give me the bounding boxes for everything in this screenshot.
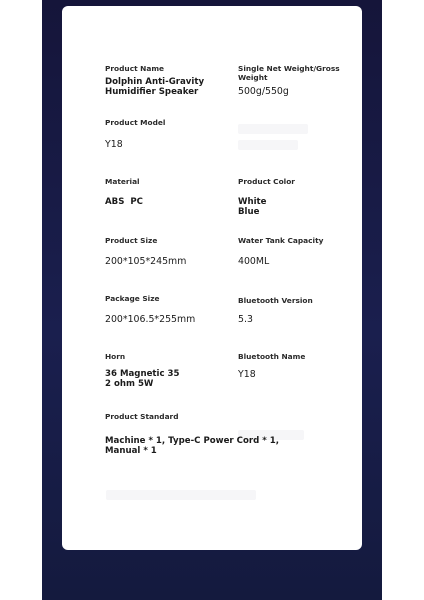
spec-horn xyxy=(105,352,180,389)
spec-label: Product Model xyxy=(105,118,166,127)
spec-label: Product Color xyxy=(238,177,295,186)
spec-value: Dolphin Anti-Gravity Humidifier Speaker xyxy=(105,77,205,97)
spec-label: Material xyxy=(105,177,140,186)
spec-value: ABS PC xyxy=(105,197,143,207)
spec-label: Product Standard xyxy=(105,412,179,421)
spec-tank xyxy=(238,236,323,267)
spec-value: 400ML xyxy=(238,256,270,267)
spec-value: Machine * 1, Type-C Power Cord * 1, Manual * 1 xyxy=(105,436,279,456)
spec-bt-name xyxy=(238,352,305,380)
spec-bt-version xyxy=(238,296,313,325)
spec-label: Product Size xyxy=(105,236,158,245)
spec-label: Product Name xyxy=(105,64,165,73)
spec-label: Horn xyxy=(105,352,126,361)
faint-watermark xyxy=(106,490,256,500)
spec-label: Water Tank Capacity xyxy=(238,236,324,245)
faint-watermark xyxy=(238,140,298,150)
spec-weight xyxy=(238,64,340,97)
spec-label: Single Net Weight/Gross Weight xyxy=(238,64,340,82)
spec-label: Bluetooth Name xyxy=(238,352,306,361)
spec-model xyxy=(105,118,165,150)
spec-value: 500g/550g xyxy=(238,86,289,97)
spec-card xyxy=(62,6,362,550)
spec-value: Y18 xyxy=(105,139,123,150)
spec-size xyxy=(105,236,186,267)
spec-value: 36 Magnetic 35 2 ohm 5W xyxy=(105,369,180,389)
faint-watermark xyxy=(238,124,308,134)
spec-value: Y18 xyxy=(238,369,256,380)
spec-value: 5.3 xyxy=(238,314,253,325)
spec-label: Bluetooth Version xyxy=(238,296,313,305)
spec-product-name xyxy=(105,64,204,97)
spec-standard xyxy=(105,412,279,456)
spec-color xyxy=(238,177,295,217)
spec-label: Package Size xyxy=(105,294,160,303)
spec-value: White Blue xyxy=(238,197,267,217)
spec-value: 200*106.5*255mm xyxy=(105,314,196,325)
spec-package xyxy=(105,294,195,325)
spec-value: 200*105*245mm xyxy=(105,256,187,267)
spec-material xyxy=(105,177,143,207)
